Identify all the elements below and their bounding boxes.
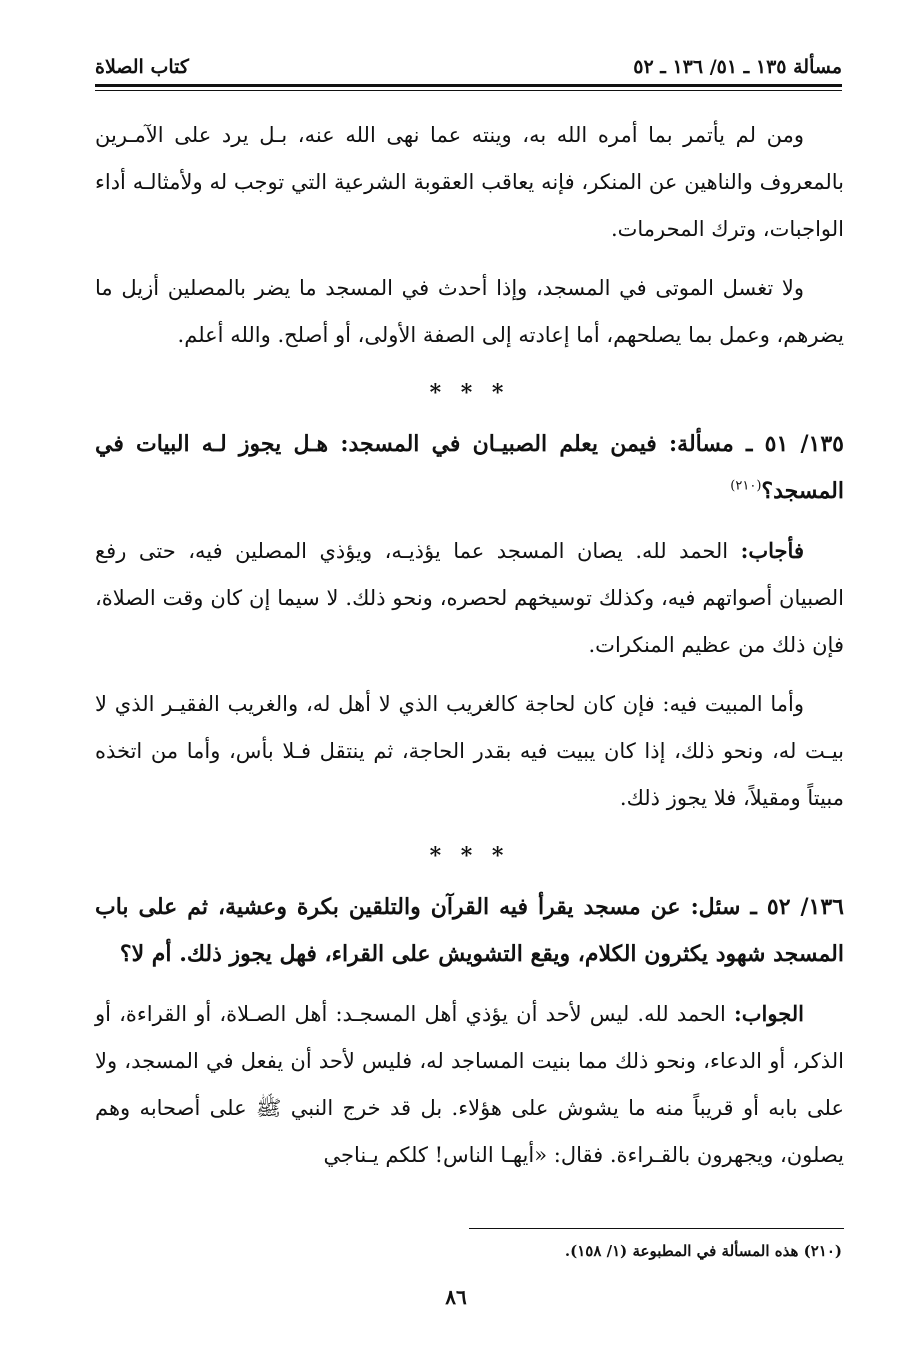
question-text: فيمن يعلم الصبيـان في المسجد: هـل يجوز لـه البيات في المسجد؟	[95, 431, 844, 504]
header-rule-thick	[95, 84, 842, 87]
question-label: مسألة:	[669, 431, 734, 457]
answer-text: الحمد لله. ليس لأحد أن يؤذي أهل المسجـد: أهل الصـلاة، أو القراءة، أو الذكر، أو الدعاء، ونحو ذلك مما بنيت المساجد له، فليس لأحد أن يفعل في المسجد، ولا على بابه أو قريباً منه ما يشوش على هؤلاء. بل قد خرج النبي ﷺ على أصحابه وهم يصلون، ويجهرون بالقـراءة. فقال: «أيهـا الناس! كلكم يـناجي	[95, 1002, 844, 1167]
paragraph: ومن لم يأتمر بما أمره الله به، وينته عما نهى الله عنه، بـل يرد على الآمـرين بالمعروف والناهين عن المنكر، فإنه يعاقب العقوبة الشرعية التي توجب له ولأمثالـه أداء الواجبات، وترك المحرمات.	[95, 123, 844, 241]
answer-text: الحمد لله. يصان المسجد عما يؤذيـه، ويؤذي المصلين فيه، حتى رفع الصبيان أصواتهم فيه، وكذلك توسيخهم لحصره، ونحو ذلك. لا سيما إن كان وقت الصلاة، فإن ذلك من عظيم المنكرات.	[95, 539, 844, 657]
paragraph: ولا تغسل الموتى في المسجد، وإذا أحدث في المسجد ما يضر بالمصلين أزيل ما يضرهم، وعمل بما يصلحهم، أما إعادته إلى الصفة الأولى، أو أصلح. والله أعلم.	[95, 276, 844, 347]
answer-lead: الجواب:	[733, 1001, 804, 1026]
page-number: ٨٦	[445, 1285, 467, 1309]
question-label: سئل:	[690, 894, 741, 920]
question-heading	[95, 421, 844, 515]
question-number: ١٣٥/ ٥١ ـ	[746, 431, 844, 457]
footnote-rule	[469, 1228, 844, 1229]
section-separator: * * *	[429, 843, 510, 869]
header-book-title: كتاب الصلاة	[95, 56, 189, 78]
question-heading	[95, 884, 844, 978]
paragraph: وأما المبيت فيه: فإن كان لحاجة كالغريب الذي لا أهل له، والغريب الفقيـر الذي لا بيـت له، ونحو ذلك، إذا كان يبيت فيه بقدر الحاجة، ثم ينتقل فـلا بأس، وأما من اتخذه مبيتاً ومقيلاً، فلا يجوز ذلك.	[95, 692, 844, 810]
answer-paragraph	[95, 990, 844, 1179]
question-number: ١٣٦/ ٥٢ ـ	[750, 894, 844, 920]
footnote-reference: (٢١٠)	[730, 478, 762, 494]
answer-lead: فأجاب:	[740, 538, 804, 563]
header-issue-reference: مسألة ١٣٥ ـ ٥١/ ١٣٦ ـ ٥٢	[633, 56, 842, 78]
main-text	[95, 112, 844, 1179]
answer-paragraph	[95, 527, 844, 669]
section-separator: * * *	[429, 380, 510, 406]
question-text: عن مسجد يقرأ فيه القرآن والتلقين بكرة وعشية، ثم على باب المسجد شهود يكثرون الكلام، ويقع التشويش على القراء، فهل يجوز ذلك. أم لا؟	[95, 894, 844, 967]
running-header	[95, 42, 842, 78]
header-rule-thin	[95, 90, 842, 91]
footnote: (٢١٠) هذه المسألة في المطبوعة (١/ ١٥٨).	[564, 1242, 842, 1260]
